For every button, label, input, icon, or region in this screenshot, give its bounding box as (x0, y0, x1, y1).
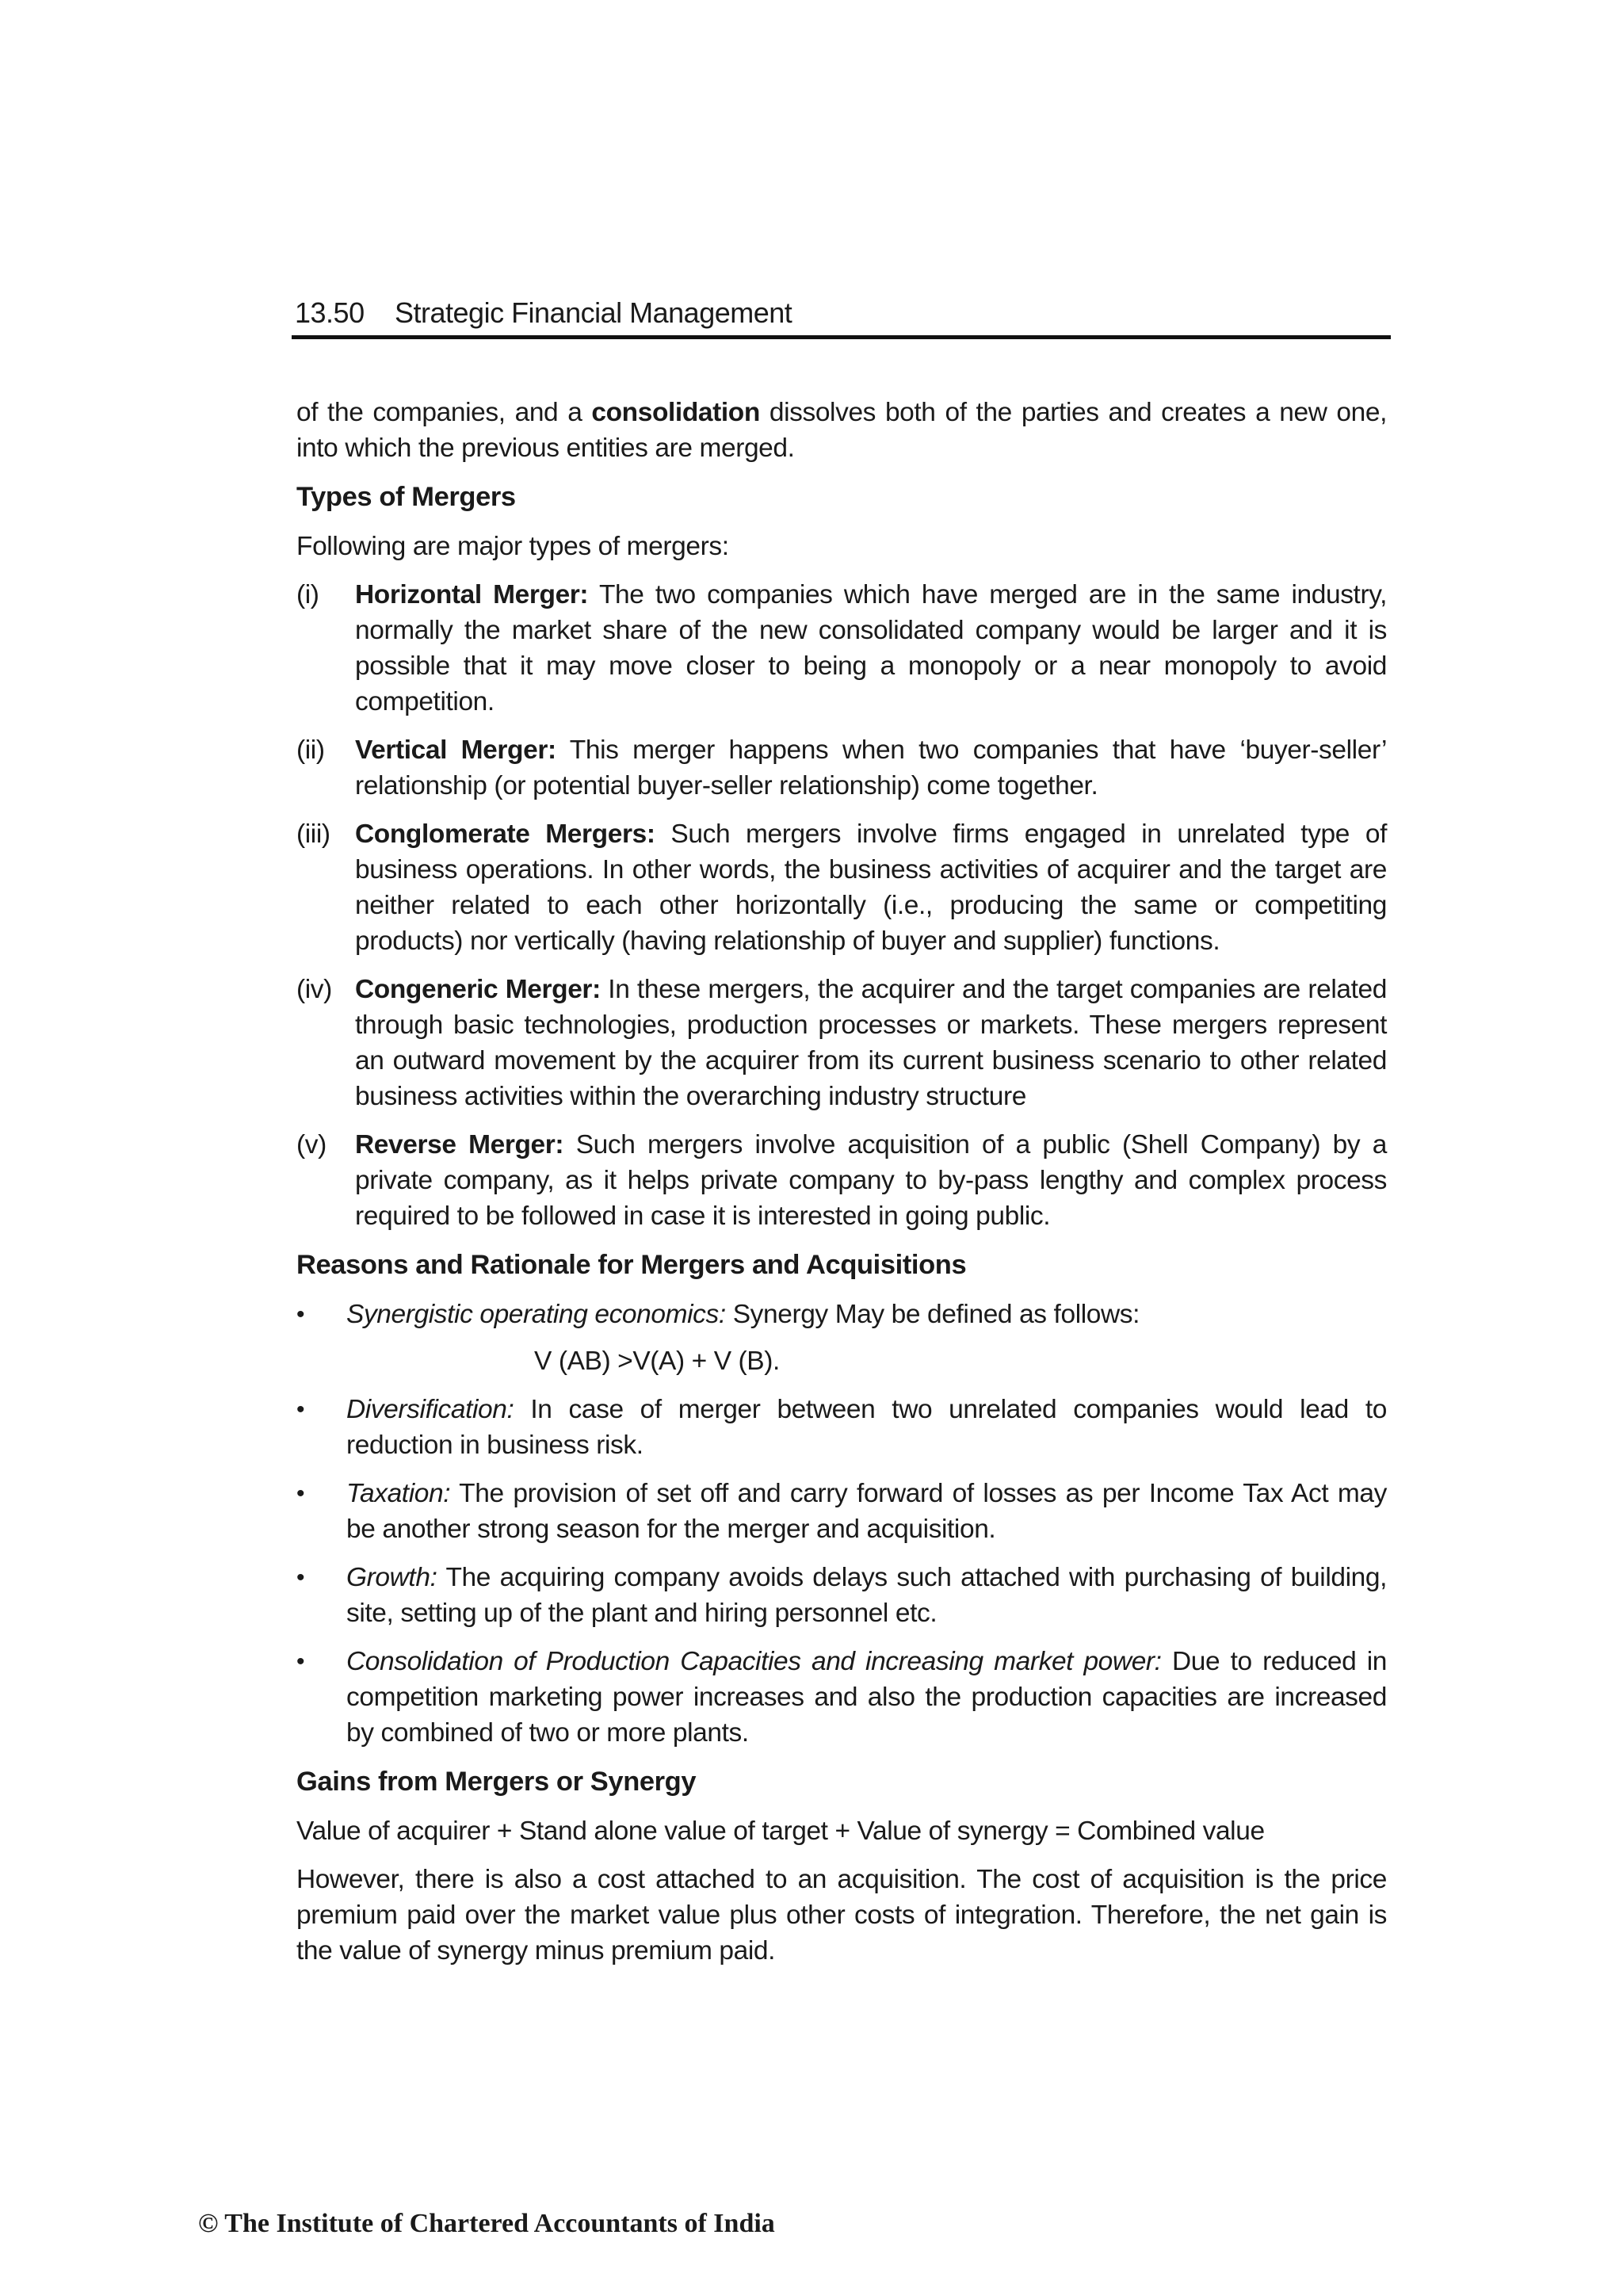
bullet-dot-icon: • (296, 1301, 305, 1328)
reason-bullet (296, 1560, 1387, 1631)
gains-equation: Value of acquirer + Stand alone value of target + Value of synergy = Combined value (296, 1817, 1265, 1846)
bullet-dot-icon: • (296, 1396, 305, 1423)
item-text: Such mergers involve firms engaged in unrelated type of business operations. In other words, the business activities of acquirer and the target are neither related to each other horizontally (i.e., producing the same or competiting products) nor vertically (having relationship of buyer and supplier) functions. (355, 819, 1387, 956)
item-marker: (iv) (296, 975, 332, 1004)
reasons-heading: Reasons and Rationale for Mergers and Acquisitions (296, 1250, 967, 1280)
bullet-term: Taxation: (346, 1479, 451, 1508)
merger-type-item (296, 972, 1387, 1114)
book-title: Strategic Financial Management (395, 296, 792, 329)
intro-paragraph (296, 395, 1387, 466)
header-rule (292, 335, 1391, 339)
bullet-text: The provision of set off and carry forward of losses as per Income Tax Act may be another strong season for the merger and acquisition. (346, 1479, 1387, 1544)
bullet-body (346, 1560, 1387, 1631)
copyright-footer: © The Institute of Chartered Accountants of India (198, 2209, 775, 2238)
page-number: 13.50 (295, 296, 365, 329)
consolidation-term: consolidation (591, 398, 760, 427)
item-body (355, 732, 1387, 804)
item-text: In these mergers, the acquirer and the target companies are related through basic technologies, production processes or markets. These mergers represent an outward movement by the acquirer from its current business scenario to other related business activities within the overarching industry structure (355, 975, 1387, 1111)
intro-suffix: dissolves both of the parties and creates a new one, into which the previous entities are merged. (296, 398, 1388, 463)
bullet-body (346, 1476, 1387, 1547)
reason-bullet (296, 1476, 1387, 1547)
reason-bullet (296, 1297, 1387, 1332)
item-marker: (ii) (296, 735, 325, 765)
reason-bullet (296, 1392, 1387, 1463)
merger-type-item (296, 732, 1387, 804)
merger-type-item (296, 1127, 1387, 1234)
bullet-body (346, 1392, 1387, 1463)
item-term: Vertical Merger: (355, 735, 556, 765)
item-term: Congeneric Merger: (355, 975, 601, 1004)
bullet-dot-icon: • (296, 1564, 305, 1591)
merger-type-item (296, 577, 1387, 720)
bullet-term: Growth: (346, 1563, 437, 1592)
bullet-dot-icon: • (296, 1480, 305, 1507)
bullet-text: The acquiring company avoids delays such attached with purchasing of building, site, setting up of the plant and hiring personnel etc. (346, 1563, 1387, 1628)
page-header (295, 296, 1388, 330)
intro-prefix: of the companies, and a (296, 398, 592, 427)
item-term: Horizontal Merger: (355, 580, 589, 609)
item-body (355, 1127, 1387, 1234)
bullet-term: Diversification: (346, 1395, 514, 1424)
item-marker: (i) (296, 580, 319, 609)
item-marker: (iii) (296, 819, 330, 849)
item-body (355, 577, 1387, 720)
item-text: This merger happens when two companies that have ‘buyer-seller’ relationship (or potential buyer-seller relationship) come together. (355, 735, 1387, 800)
item-text: Such mergers involve acquisition of a public (Shell Company) by a private company, as it helps private company to by-pass lengthy and complex process required to be followed in case it is interested in going public. (355, 1130, 1387, 1231)
item-term: Reverse Merger: (355, 1130, 564, 1159)
gains-paragraph: However, there is also a cost attached to an acquisition. The cost of acquisition is the price premium paid over the market value plus other costs of integration. Therefore, the net gain is the value of synergy minus premium paid. (296, 1865, 1387, 1966)
bullet-text: Synergy May be defined as follows: (725, 1300, 1140, 1329)
item-marker: (v) (296, 1130, 327, 1159)
item-body (355, 972, 1387, 1114)
bullet-text: Due to reduced in competition marketing power increases and also the production capacities are increased by combined of two or more plants. (346, 1647, 1387, 1748)
types-lead: Following are major types of mergers: (296, 532, 729, 561)
bullet-body (346, 1297, 1387, 1332)
bullet-body (346, 1644, 1387, 1751)
synergy-formula: V (AB) >V(A) + V (B). (534, 1347, 780, 1376)
bullet-term: Synergistic operating economics: (346, 1300, 726, 1329)
bullet-dot-icon: • (296, 1648, 305, 1675)
item-text: The two companies which have merged are in the same industry, normally the market share of the new consolidated company would be larger and it is possible that it may move closer to being a monopoly or a near monopoly to avoid competition. (355, 580, 1387, 716)
reason-bullet (296, 1644, 1387, 1751)
item-term: Conglomerate Mergers: (355, 819, 655, 849)
bullet-term: Consolidation of Production Capacities and increasing market power: (346, 1647, 1162, 1676)
merger-type-item (296, 816, 1387, 959)
item-body (355, 816, 1387, 959)
types-heading: Types of Mergers (296, 482, 516, 512)
bullet-text: In case of merger between two unrelated companies would lead to reduction in business risk. (346, 1395, 1387, 1460)
gains-heading: Gains from Mergers or Synergy (296, 1767, 697, 1797)
page-content (296, 395, 1387, 1981)
